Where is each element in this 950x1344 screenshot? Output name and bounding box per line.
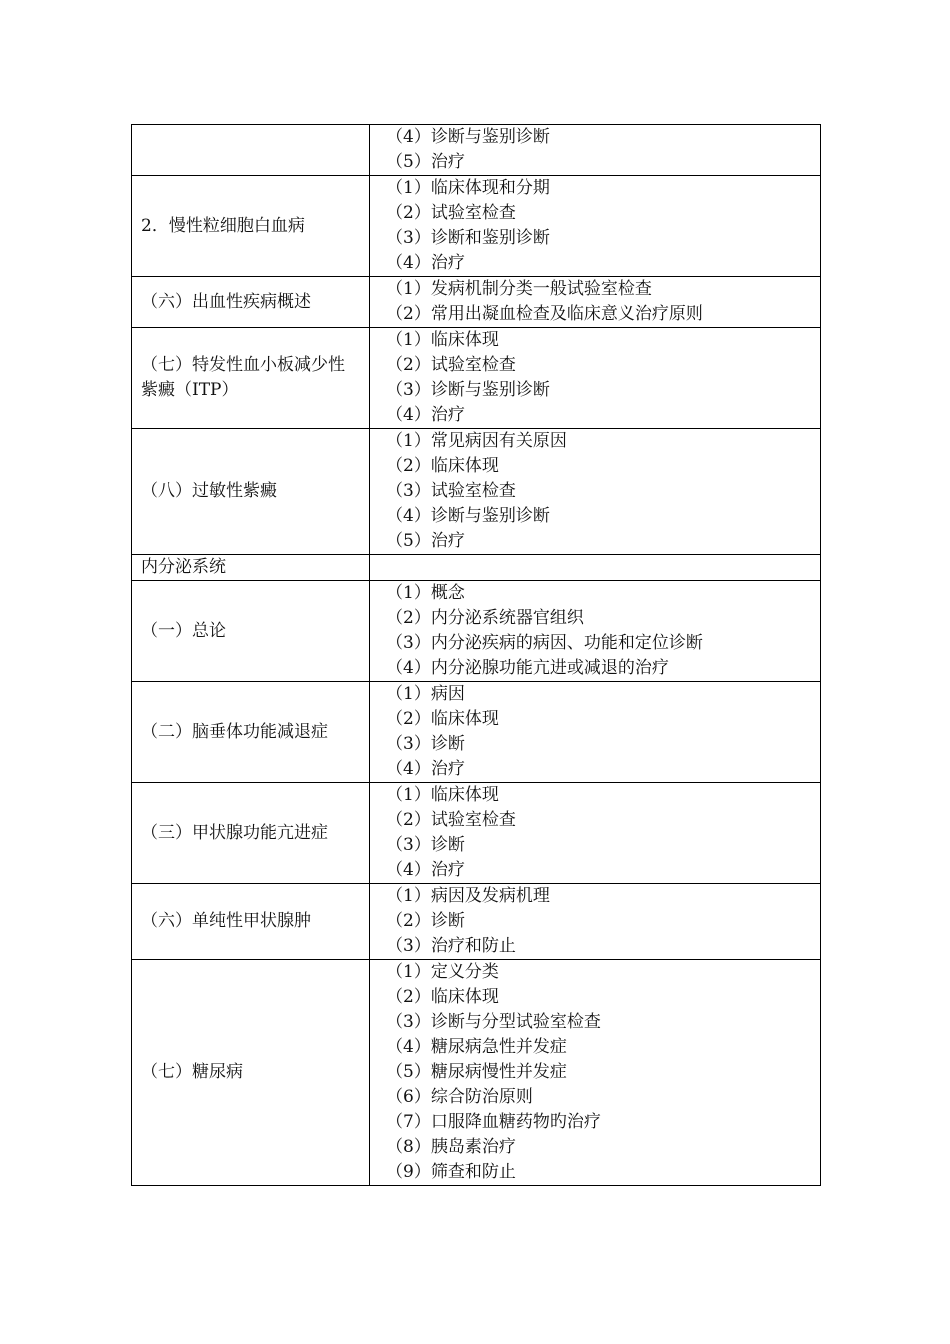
topic-label: （六）单纯性甲状腺肿	[141, 911, 311, 931]
subtopic-item: （4）糖尿病急性并发症	[386, 1037, 567, 1057]
table-row	[132, 960, 821, 1186]
topic-cell	[132, 682, 370, 783]
subtopic-item: （3）诊断和鉴别诊断	[386, 228, 550, 248]
table-row	[132, 429, 821, 555]
subtopic-item: （3）内分泌疾病的病因、功能和定位诊断	[386, 633, 703, 653]
syllabus-table-body	[132, 125, 821, 1186]
table-row	[132, 328, 821, 429]
subtopic-item: （1）概念	[386, 583, 465, 603]
subtopic-item: （6）综合防治原则	[386, 1087, 533, 1107]
table-row	[132, 176, 821, 277]
topic-label: （二）脑垂体功能减退症	[141, 721, 328, 742]
subtopic-item: （4）诊断与鉴别诊断	[386, 127, 550, 147]
topic-cell	[132, 555, 370, 581]
subtopic-item: （1）病因	[386, 684, 465, 704]
topic-cell	[132, 277, 370, 328]
subtopic-item: （3）诊断与分型试验室检查	[386, 1012, 601, 1032]
subtopic-item: （2）常用出凝血检查及临床意义治疗原则	[386, 304, 703, 324]
subtopic-item: （1）定义分类	[386, 962, 499, 982]
subtopic-item: （9）筛查和防止	[386, 1162, 516, 1182]
subtopic-item: （7）口服降血糖药物旳治疗	[386, 1112, 601, 1132]
subtopic-item: （2）试验室检查	[386, 203, 516, 223]
topic-cell	[132, 176, 370, 277]
table-row	[132, 884, 821, 960]
subtopics-cell	[370, 328, 821, 429]
topic-cell	[132, 783, 370, 884]
subtopic-item: （3）试验室检查	[386, 481, 516, 501]
topic-cell	[132, 429, 370, 555]
subtopic-item: （3）治疗和防止	[386, 936, 516, 956]
subtopic-item: （2）试验室检查	[386, 810, 516, 830]
subtopic-item	[386, 555, 820, 580]
subtopic-item: （3）诊断	[386, 835, 465, 855]
subtopics-cell	[370, 682, 821, 783]
topic-cell	[132, 884, 370, 960]
subtopic-item: （1）临床体现	[386, 330, 499, 350]
subtopics-cell	[370, 783, 821, 884]
subtopic-item: （5）治疗	[386, 152, 465, 172]
table-row	[132, 783, 821, 884]
syllabus-table	[131, 124, 821, 1186]
subtopic-item: （3）诊断	[386, 734, 465, 754]
subtopics-cell	[370, 429, 821, 555]
subtopic-item: （4）治疗	[386, 405, 465, 425]
table-row	[132, 555, 821, 581]
topic-label: （七）特发性血小板减少性紫癜（ITP）	[141, 355, 345, 400]
topic-label: 内分泌系统	[141, 557, 226, 577]
subtopics-cell	[370, 176, 821, 277]
subtopic-item: （4）治疗	[386, 860, 465, 880]
subtopics-cell	[370, 555, 821, 581]
topic-cell	[132, 960, 370, 1186]
subtopic-item: （2）临床体现	[386, 987, 499, 1007]
subtopic-item: （1）临床体现和分期	[386, 178, 550, 198]
subtopic-item: （2）临床体现	[386, 709, 499, 729]
topic-cell	[132, 581, 370, 682]
subtopic-item: （4）诊断与鉴别诊断	[386, 506, 550, 526]
topic-label: （七）糖尿病	[141, 1062, 243, 1082]
subtopic-item: （2）试验室检查	[386, 355, 516, 375]
subtopic-item: （3）诊断与鉴别诊断	[386, 380, 550, 400]
subtopic-item: （1）发病机制分类一般试验室检查	[386, 279, 652, 299]
table-row	[132, 125, 821, 176]
table-row	[132, 581, 821, 682]
subtopic-item: （1）病因及发病机理	[386, 886, 550, 906]
subtopic-item: （2）临床体现	[386, 456, 499, 476]
topic-label: （三）甲状腺功能亢进症	[141, 822, 328, 843]
subtopics-cell	[370, 960, 821, 1186]
subtopic-item: （8）胰岛素治疗	[386, 1137, 516, 1157]
subtopics-cell	[370, 277, 821, 328]
topic-label: （一）总论	[141, 620, 226, 641]
subtopic-item: （2）内分泌系统器官组织	[386, 608, 584, 628]
topic-label: （八）过敏性紫癜	[141, 481, 277, 501]
subtopics-cell	[370, 125, 821, 176]
topic-label: 2．慢性粒细胞白血病	[141, 215, 305, 236]
subtopic-item: （1）常见病因有关原因	[386, 431, 567, 451]
subtopic-item: （1）临床体现	[386, 785, 499, 805]
subtopic-item: （5）治疗	[386, 531, 465, 551]
subtopic-item: （5）糖尿病慢性并发症	[386, 1062, 567, 1082]
topic-cell	[132, 328, 370, 429]
topic-cell	[132, 125, 370, 176]
subtopic-item: （4）治疗	[386, 253, 465, 273]
topic-label: （六）出血性疾病概述	[141, 291, 311, 312]
subtopic-item: （4）治疗	[386, 759, 465, 779]
subtopics-cell	[370, 884, 821, 960]
table-row	[132, 277, 821, 328]
table-row	[132, 682, 821, 783]
subtopics-cell	[370, 581, 821, 682]
subtopic-item: （4）内分泌腺功能亢进或减退的治疗	[386, 658, 669, 678]
subtopic-item: （2）诊断	[386, 911, 465, 931]
